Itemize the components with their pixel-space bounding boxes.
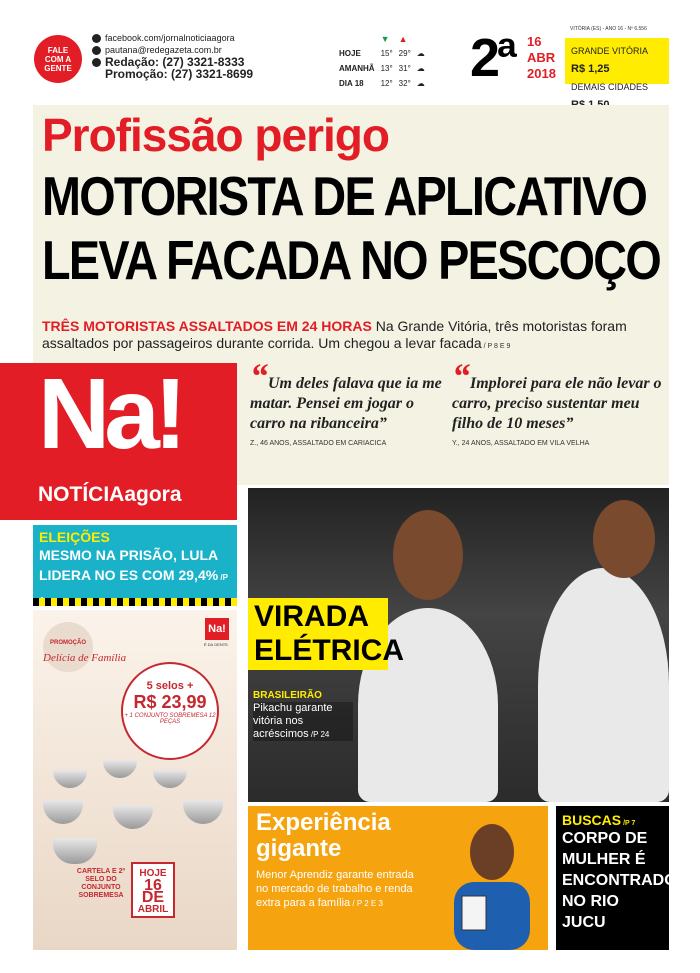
bowl-image <box>43 800 83 824</box>
date-day: 16 <box>527 34 542 49</box>
email-icon <box>92 46 101 55</box>
price1-value: R$ 1,25 <box>571 63 610 75</box>
quote-mark-icon: “ <box>452 356 470 396</box>
headline-kicker[interactable]: Profissão perigo <box>42 109 389 161</box>
contact-info <box>92 32 253 80</box>
promocao-phone: Promoção: (27) 3321-8699 <box>105 67 254 81</box>
bowl-image <box>103 760 137 778</box>
fale-line: COM A <box>44 54 72 64</box>
date-month: ABR <box>527 50 556 65</box>
quote-2 <box>452 356 662 447</box>
cloud-sun-icon: ☁ <box>416 79 425 88</box>
experiencia-title-line: Experiência <box>256 809 391 836</box>
whatsapp-icon <box>92 58 101 67</box>
brasileirao-tag: BRASILEIRÃO <box>253 690 322 701</box>
bowl-image <box>153 770 187 788</box>
mini-logo-tagline: É DA GENTE. <box>203 642 229 647</box>
facebook-link[interactable]: facebook.com/jornalnoticiaagora <box>105 33 235 43</box>
sport-headline[interactable] <box>248 598 404 670</box>
promocao-tag: PROMOÇÃO <box>43 622 93 672</box>
player-left-head <box>393 510 463 600</box>
weather-day: DIA 18 <box>339 79 364 88</box>
experiencia-title <box>256 810 391 862</box>
sport-headline-line: VIRADA <box>254 600 370 633</box>
date-block <box>527 34 556 82</box>
bowl-image <box>183 800 223 824</box>
lead-text: Na Grande Vitória, três motoristas foram assaltados por passageiros durante corrida. Um chegou a levar facada <box>42 318 627 351</box>
quote-text: Implorei para ele não levar o carro, preciso sustentar meu filho de 10 meses” <box>452 375 662 432</box>
conjunto-text: + 1 CONJUNTO SOBREMESA 12 PEÇAS <box>124 713 216 725</box>
delicia-logo: Delícia de Família <box>43 652 127 664</box>
headline-line: LEVA FACADA NO PESCOÇO <box>42 229 661 291</box>
page-ref: / P 2 E 3 <box>350 899 383 908</box>
redacao-phone: Redação: (27) 3321-8333 <box>105 55 245 69</box>
weather-day: HOJE <box>339 49 361 58</box>
hoje-label: HOJE <box>139 868 167 879</box>
weekday: 2ª <box>470 28 515 88</box>
experiencia-text: Menor Aprendiz garante entrada no mercado de trabalho e renda extra para a família <box>256 869 414 909</box>
logo-na: Na! <box>38 358 182 470</box>
weather-min: 15° <box>380 49 393 58</box>
email-link[interactable]: pautana@redegazeta.com.br <box>105 45 222 55</box>
buscas-box[interactable] <box>556 806 677 950</box>
page-ref: /P 7 <box>621 820 636 827</box>
weather-max: 29° <box>398 49 411 58</box>
price-badge <box>121 662 219 760</box>
striped-divider <box>33 598 237 606</box>
weather-day: AMANHÃ <box>339 64 375 73</box>
cartela-text: CARTELA E 2º SELO DO CONJUNTO SOBREMESA <box>76 868 126 899</box>
arrow-down-icon: ▼ <box>380 33 390 44</box>
bowl-image <box>113 805 153 829</box>
selos-text: 5 selos + <box>146 680 194 692</box>
young-apprentice-photo <box>444 812 540 950</box>
promo-ad[interactable] <box>33 610 237 950</box>
bowl-image <box>53 770 87 788</box>
hoje-day: 16 DE <box>141 877 165 906</box>
quote-source: Z., 46 ANOS, ASSALTADO EM CARIACICA <box>250 440 387 447</box>
hoje-badge <box>131 862 175 918</box>
fale-line: GENTE <box>44 63 72 73</box>
quote-source: Y., 24 ANOS, ASSALTADO EM VILA VELHA <box>452 440 590 447</box>
player-right-head <box>593 500 655 578</box>
weather-max: 32° <box>398 79 411 88</box>
weather-min: 12° <box>380 79 393 88</box>
fale-com-a-gente-badge[interactable] <box>34 35 82 83</box>
weather-max: 31° <box>398 64 411 73</box>
experiencia-title-line: gigante <box>256 835 342 862</box>
date-year: 2018 <box>527 66 556 81</box>
buscas-text: CORPO DE MULHER É ENCONTRADO NO RIO JUCU <box>562 830 677 931</box>
promo-price: R$ 23,99 <box>133 692 207 712</box>
edition-info: VITÓRIA (ES) - ANO 16 - Nº 6.556 <box>570 26 647 32</box>
buscas-tag: BUSCAS <box>562 812 622 828</box>
eleicoes-tag: ELEIÇÕES <box>39 529 110 545</box>
sport-headline-line: ELÉTRICA <box>254 634 404 667</box>
price2-label: DEMAIS CIDADES <box>571 82 649 92</box>
bowl-image <box>53 838 97 864</box>
mini-logo: Na! <box>205 618 229 640</box>
arrow-up-icon: ▲ <box>398 33 408 44</box>
price-box <box>565 38 669 92</box>
page-ref: / P 8 E 9 <box>481 343 511 350</box>
hoje-month: ABRIL <box>137 904 169 915</box>
cloud-sun-icon: ☁ <box>416 49 425 58</box>
page-ref: /P 24 <box>308 730 330 739</box>
newspaper-logo[interactable] <box>0 358 237 520</box>
page-ref: /P <box>220 573 228 582</box>
price1-label: GRANDE VITÓRIA <box>571 46 648 56</box>
quote-1 <box>250 356 450 447</box>
lead-highlight: TRÊS MOTORISTAS ASSALTADOS EM 24 HORAS <box>42 318 372 334</box>
cloud-sun-icon: ☁ <box>416 64 425 73</box>
player-right <box>538 568 669 802</box>
weather-min: 13° <box>380 64 393 73</box>
quote-mark-icon: “ <box>250 356 268 396</box>
facebook-icon <box>92 34 101 43</box>
eleicoes-box[interactable] <box>33 525 237 598</box>
logo-noticia-agora: NOTÍCIAagora <box>38 483 182 506</box>
lead-paragraph <box>42 318 666 355</box>
sport-text: Pikachu garante vitória nos acréscimos /P 24 <box>253 702 353 741</box>
headline-line: MOTORISTA DE APLICATIVO <box>42 165 647 227</box>
main-headline[interactable] <box>42 164 660 292</box>
quote-text: Um deles falava que ia me matar. Pensei em jogar o carro na ribanceira” <box>250 375 442 432</box>
eleicoes-text: MESMO NA PRISÃO, LULA LIDERA NO ES COM 29,4% <box>39 547 219 583</box>
experiencia-box[interactable] <box>248 806 548 950</box>
weather-table <box>336 31 428 91</box>
fale-line: FALE <box>47 45 69 55</box>
